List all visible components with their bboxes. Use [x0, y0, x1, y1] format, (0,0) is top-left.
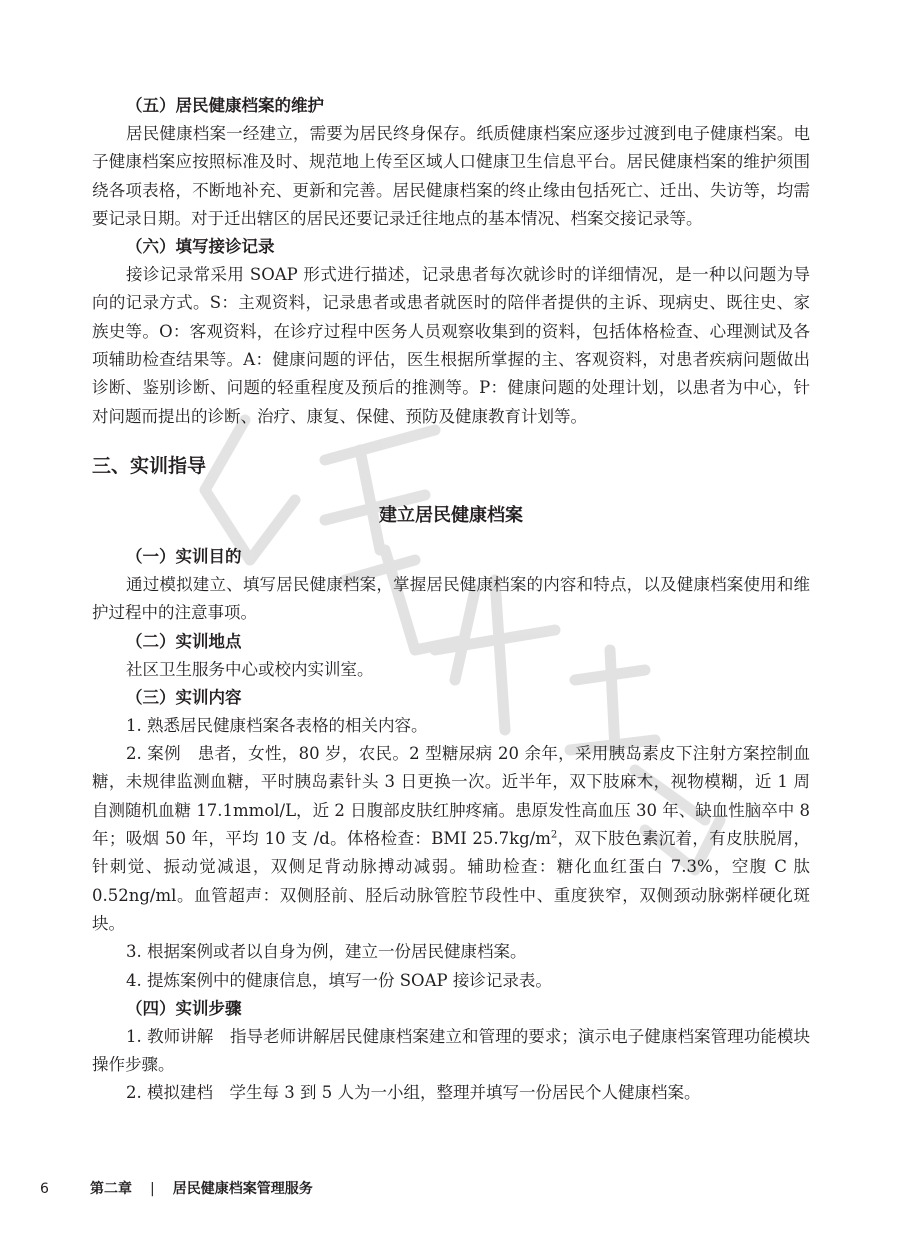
practice-step-2: 2. 模拟建档 学生每 3 到 5 人为一小组，整理并填写一份居民个人健康档案。	[126, 1083, 701, 1103]
practice-heading-2: （二）实训地点	[126, 631, 242, 651]
section-5-paragraph: 居民健康档案一经建立，需要为居民终身保存。纸质健康档案应逐步过渡到电子健康档案。电子健康档案应按照标准及时、规范地上传至区域人口健康卫生信息平台。居民健康档案的维护须围绕各项表格，不断地补充、更新和完善。居民健康档案的终止缘由包括死亡、迁出、失访等，均需要记录日期。对于迁出辖区的居民还要记录迁往地点的基本情况、档案交接记录等。	[92, 124, 810, 228]
practice-item-2-case	[92, 740, 810, 938]
practice-center-title: 建立居民健康档案	[379, 504, 523, 526]
practice-item-1: 1. 熟悉居民健康档案各表格的相关内容。	[126, 715, 428, 735]
page-number: 6	[40, 1181, 49, 1197]
main-content	[92, 92, 810, 1108]
case-superscript: 2	[550, 829, 558, 841]
practice-item-3: 3. 根据案例或者以自身为例，建立一份居民健康档案。	[126, 942, 527, 962]
practice-paragraph-2: 社区卫生服务中心或校内实训室。	[126, 659, 374, 679]
case-text-a: 2. 案例 患者，女性，80 岁，农民。2 型糖尿病 20 余年，采用胰岛素皮下注射方案控制血糖，未规律监测血糖，平时胰岛素针头 3 日更换一次。近半年，双下肢麻木，视物模糊，近 1 周自测随机血糖 17.1mmol/L，近 2 日腹部皮肤红肿疼痛。患原发性高血压 30 年、缺血性脑卒中 8 年；吸烟 50 年，平均 10 支 /d。体格检查：BMI 25.7kg/m	[92, 744, 810, 849]
practice-heading-3: （三）实训内容	[126, 687, 242, 707]
page-footer	[40, 1177, 860, 1201]
practice-paragraph-1: 通过模拟建立、填写居民健康档案，掌握居民健康档案的内容和特点，以及健康档案使用和维护过程中的注意事项。	[92, 574, 810, 623]
practice-item-4: 4. 提炼案例中的健康信息，填写一份 SOAP 接诊记录表。	[126, 970, 552, 990]
practice-step-1: 1. 教师讲解 指导老师讲解居民健康档案建立和管理的要求；演示电子健康档案管理功能模块操作步骤。	[92, 1026, 810, 1075]
practice-section-title: 三、实训指导	[92, 454, 207, 477]
footer-chapter-title: 居民健康档案管理服务	[172, 1181, 313, 1197]
case-text-b: ，双下肢色素沉着，有皮肤脱屑，针刺觉、振动觉减退，双侧足背动脉搏动减弱。辅助检查：糖化血红蛋白 7.3%，空腹 C 肽 0.52ng/ml。血管超声：双侧胫前、胫后动脉管腔节段性中、重度狭窄，双侧颈动脉粥样硬化斑块。	[92, 829, 811, 933]
section-heading-5: （五）居民健康档案的维护	[126, 96, 324, 115]
footer-separator: |	[150, 1181, 155, 1197]
practice-heading-4: （四）实训步骤	[126, 998, 242, 1018]
practice-heading-1: （一）实训目的	[126, 546, 242, 566]
footer-chapter: 第二章	[90, 1181, 132, 1197]
section-heading-6: （六）填写接诊记录	[126, 237, 275, 257]
section-6-paragraph: 接诊记录常采用 SOAP 形式进行描述，记录患者每次就诊时的详细情况，是一种以问题为导向的记录方式。S：主观资料，记录患者或患者就医时的陪伴者提供的主诉、现病史、既往史、家族史等。O：客观资料，在诊疗过程中医务人员观察收集到的资料，包括体格检查、心理测试及各项辅助检查结果等。A：健康问题的评估，医生根据所掌握的主、客观资料，对患者疾病问题做出诊断、鉴别诊断、问题的轻重程度及预后的推测等。P：健康问题的处理计划，以患者为中心，针对问题而提出的诊断、治疗、康复、保健、预防及健康教育计划等。	[92, 265, 810, 426]
